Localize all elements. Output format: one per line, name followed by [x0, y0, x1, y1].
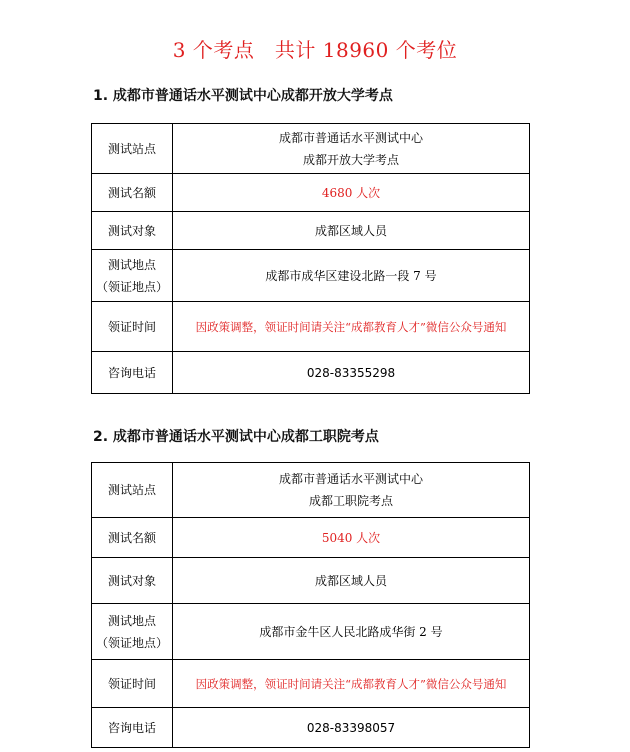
station-cell — [173, 463, 530, 518]
quota-value: 4680 人次 — [173, 174, 530, 212]
label-target: 测试对象 — [92, 212, 173, 250]
label-phone: 咨询电话 — [92, 352, 173, 394]
location-value: 成都市成华区建设北路一段 7 号 — [173, 250, 530, 302]
station-line1: 成都市普通话水平测试中心 — [278, 472, 423, 486]
section-heading: 2. 成都市普通话水平测试中心成都工职院考点 — [93, 429, 379, 445]
label-location: 测试地点 — [107, 257, 156, 272]
label-location-cell — [92, 604, 173, 660]
label-quota: 测试名额 — [92, 174, 173, 212]
label-quota: 测试名额 — [92, 518, 173, 558]
table-row — [92, 124, 530, 174]
quota-value: 5040 人次 — [173, 518, 530, 558]
table-row — [92, 250, 530, 302]
table-row — [92, 174, 530, 212]
table-row — [92, 604, 530, 660]
label-station: 测试站点 — [92, 124, 173, 174]
station-line2: 成都开放大学考点 — [302, 152, 399, 167]
label-location: 测试地点 — [107, 613, 156, 628]
label-phone: 咨询电话 — [92, 708, 173, 748]
table-row — [92, 352, 530, 394]
label-collect-time: 领证时间 — [92, 660, 173, 708]
table-row — [92, 558, 530, 604]
table-row — [92, 302, 530, 352]
label-location-cell — [92, 250, 173, 302]
table-row — [92, 660, 530, 708]
location-value: 成都市金牛区人民北路成华街 2 号 — [173, 604, 530, 660]
table-row — [92, 518, 530, 558]
page-title: 3 个考点 共计 18960 个考位 — [172, 38, 458, 62]
label-location-sub: （领证地点） — [95, 635, 168, 650]
station-line1: 成都市普通话水平测试中心 — [278, 130, 423, 145]
table-row — [92, 212, 530, 250]
label-location-sub: （领证地点） — [95, 279, 168, 294]
label-station: 测试站点 — [92, 463, 173, 518]
collect-time-value: 因政策调整，领证时间请关注“成都教育人才”微信公众号通知 — [173, 302, 530, 352]
table-row — [92, 463, 530, 518]
site-table — [91, 123, 530, 394]
label-collect-time: 领证时间 — [92, 302, 173, 352]
collect-time-value: 因政策调整，领证时间请关注“成都教育人才”微信公众号通知 — [173, 660, 530, 708]
target-value: 成都区域人员 — [173, 558, 530, 604]
section-heading: 1. 成都市普通话水平测试中心成都开放大学考点 — [93, 88, 393, 104]
table-row — [92, 708, 530, 748]
target-value: 成都区域人员 — [173, 212, 530, 250]
phone-value: 028-83398057 — [173, 708, 530, 748]
label-target: 测试对象 — [92, 558, 173, 604]
site-table — [91, 462, 530, 748]
phone-value: 028-83355298 — [173, 352, 530, 394]
station-cell — [173, 124, 530, 174]
station-line2: 成都工职院考点 — [308, 494, 393, 508]
